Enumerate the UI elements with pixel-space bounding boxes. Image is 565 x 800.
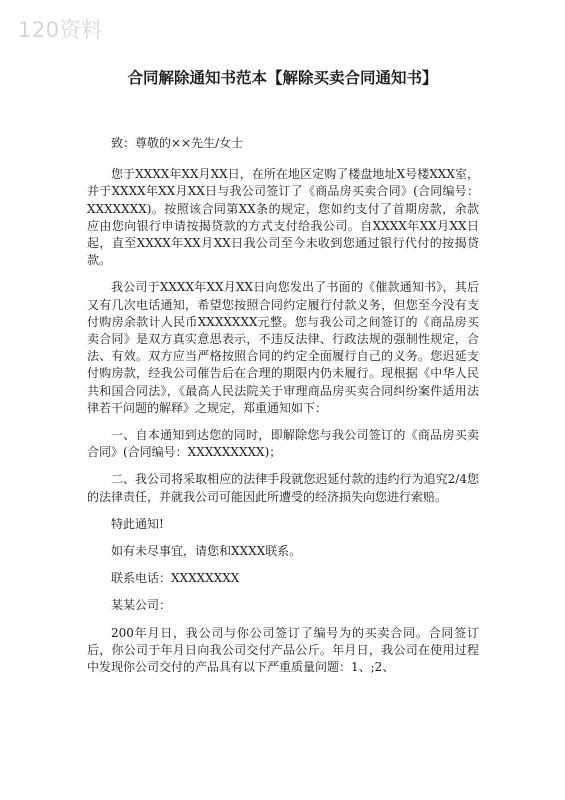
watermark: 120资料 [18, 18, 103, 42]
paragraph-company-salutation: 某某公司： [111, 598, 172, 613]
document-title: 合同解除通知书范本【解除买卖合同通知书】 [127, 69, 438, 87]
paragraph-contact-phone: 联系电话：XXXXXXXX [111, 571, 240, 586]
paragraph-clause-1: 一、自本通知到达您的同时，即解除您与我公司签订的《商品房买卖合同》(合同编号：XXXXXXXXX)； [87, 428, 479, 460]
paragraph-hereby-notice: 特此通知! [111, 516, 164, 531]
paragraph-clause-2: 二、我公司将采取相应的法律手段就您迟延付款的违约行为追究2/4您的法律责任，并就我公司可能因此所遭受的经济损失向您进行索赔。 [87, 472, 479, 504]
paragraph-notice-history: 我公司于XXXX年XX月XX日向您发出了书面的《催款通知书》，其后又有几次电话通知，希望您按照合同约定履行付款义务，但您至今没有支付购房余款计人民币XXXXXXX元整。您与我公司之间签订的《商品房买卖合同》是双方真实意思表示，不违反法律、行政法规的强制性规定，合法、有效。双方应当严格按照合同的约定全面履行自己的义务。您迟延支付购房款，经我公司催告后在合理的期限内仍未履行。现根据《中华人民共和国合同法》，《最高人民法院关于审理商品房买卖合同纠纷案件适用法律若干问题的解释》之规定，郑重通知如下： [87, 280, 479, 415]
paragraph-contact-note: 如有未尽事宜，请您和XXXX联系。 [111, 544, 302, 559]
salutation: 致：尊敬的××先生/女士 [111, 136, 244, 150]
paragraph-payment-background: 您于XXXX年XX月XX日，在所在地区定购了楼盘地址X号楼XXX室，并于XXXX年XX月XX日与我公司签订了《商品房买卖合同》(合同编号：XXXXXXX)。按照该合同第XX条的规定，您如约支付了首期房款，余款应由您向银行申请按揭贷款的方式支付给我公司。自XXXX年XX月XX日起，直至XXXX年XX月XX日我公司至今未收到您通过银行代付的按揭贷款。 [87, 167, 479, 268]
document-body [87, 135, 479, 686]
paragraph-sales-contract: 200年月日，我公司与你公司签订了编号为的买卖合同。合同签订后，你公司于年月日向我公司交付产品公斤。年月日，我公司在使用过程中发现你公司交付的产品具有以下严重质量问题：1、;2、 [87, 625, 479, 675]
